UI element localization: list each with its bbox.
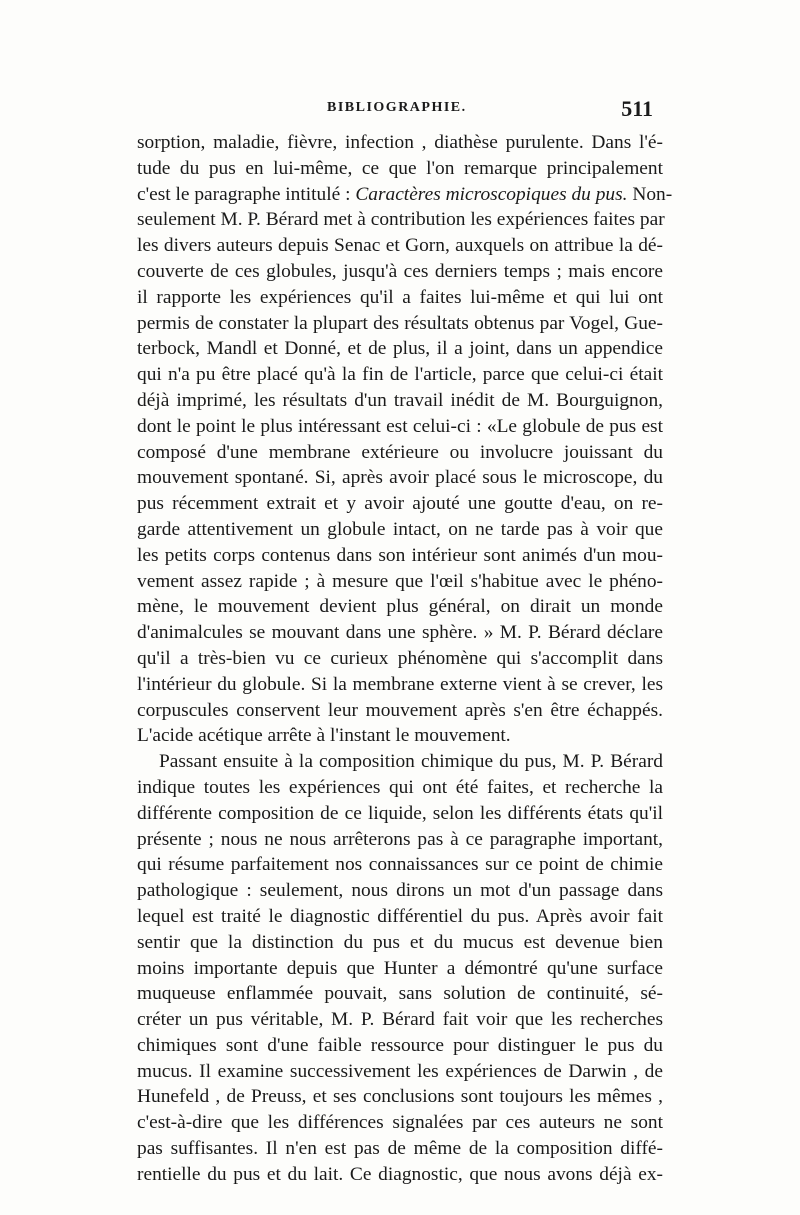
text-line: rentielle du pus et du lait. Ce diagnostic, que nous avons déjà ex- [137, 1163, 663, 1185]
body-text [137, 130, 673, 1188]
text-line: vement assez rapide ; à mesure que l'œil s'habitue avec le phéno- [137, 570, 663, 592]
text-line: pas suffisantes. Il n'en est pas de même de la composition diffé- [137, 1138, 663, 1160]
text-line: terbock, Mandl et Donné, et de plus, il a joint, dans un appendice [137, 338, 663, 360]
text-line: c'est-à-dire que les différences signalées par ces auteurs ne sont [137, 1112, 663, 1134]
text-line: l'intérieur du globule. Si la membrane externe vient à se crever, les [137, 673, 663, 695]
text-line: tude du pus en lui-même, ce que l'on remarque principalement [137, 157, 663, 179]
text-line: créter un pus véritable, M. P. Bérard fait voir que les recherches [137, 1009, 663, 1031]
text-line: qu'il a très-bien vu ce curieux phénomène qui s'accomplit dans [137, 647, 663, 669]
text-line: indique toutes les expériences qui ont été faites, et recherche la [137, 776, 663, 798]
text-line: dont le point le plus intéressant est celui-ci : «Le globule de pus est [137, 415, 663, 437]
text-line: seulement M. P. Bérard met à contribution les expériences faites par [137, 209, 665, 231]
text-segment: c'est le paragraphe intitulé : [137, 183, 356, 205]
text-line: corpuscules conservent leur mouvement après s'en être échappés. [137, 699, 663, 721]
running-head-title: BIBLIOGRAPHIE. [327, 100, 467, 115]
text-line: composé d'une membrane extérieure ou involucre jouissant du [137, 441, 663, 463]
text-line: lequel est traité le diagnostic différentiel du pus. Après avoir fait [137, 905, 663, 927]
text-line-with-italic-title [137, 182, 673, 208]
text-line: présente ; nous ne nous arrêterons pas à ce paragraphe important, [137, 828, 663, 850]
text-line: sorption, maladie, fièvre, infection , diathèse purulente. Dans l'é- [137, 132, 663, 153]
text-line: d'animalcules se mouvant dans une sphère. » M. P. Bérard déclare [137, 622, 663, 644]
text-line: différente composition de ce liquide, selon les différents états qu'il [137, 802, 663, 824]
italic-section-title: Caractères microscopiques du pus. [355, 183, 628, 205]
text-segment: Non- [627, 183, 673, 205]
text-line: garde attentivement un globule intact, on ne tarde pas à voir que [137, 518, 663, 540]
text-line: Passant ensuite à la composition chimique du pus, M. P. Bérard [159, 751, 663, 773]
page-number: 511 [621, 96, 653, 121]
text-line: déjà imprimé, les résultats d'un travail inédit de M. Bourguignon, [137, 389, 663, 411]
text-line: mouvement spontané. Si, après avoir placé sous le microscope, du [137, 467, 663, 489]
text-line: les petits corps contenus dans son intérieur sont animés d'un mou- [137, 544, 663, 566]
text-line: muqueuse enflammée pouvait, sans solution de continuité, sé- [137, 983, 663, 1005]
text-line: mène, le mouvement devient plus général, on dirait un monde [137, 596, 663, 618]
text-line: les divers auteurs depuis Senac et Gorn, auxquels on attribue la dé- [137, 235, 663, 257]
text-line: couverte de ces globules, jusqu'à ces derniers temps ; mais encore [137, 260, 663, 282]
text-line: L'acide acétique arrête à l'instant le mouvement. [137, 725, 511, 747]
text-line: permis de constater la plupart des résultats obtenus par Vogel, Gue- [137, 312, 663, 334]
text-line: qui résume parfaitement nos connaissances sur ce point de chimie [137, 854, 663, 876]
text-line: mucus. Il examine successivement les expériences de Darwin , de [137, 1060, 663, 1082]
text-line: qui n'a pu être placé qu'à la fin de l'article, parce que celui-ci était [137, 364, 663, 386]
running-head [137, 96, 653, 126]
text-line: Hunefeld , de Preuss, et ses conclusions sont toujours les mêmes , [137, 1086, 663, 1108]
text-line: sentir que la distinction du pus et du mucus est devenue bien [137, 931, 663, 953]
text-line: pus récemment extrait et y avoir ajouté une goutte d'eau, on re- [137, 493, 663, 515]
text-line: pathologique : seulement, nous dirons un mot d'un passage dans [137, 880, 663, 902]
text-line: chimiques sont d'une faible ressource pour distinguer le pus du [137, 1034, 663, 1056]
text-line: moins importante depuis que Hunter a démontré qu'une surface [137, 957, 663, 979]
text-line: il rapporte les expériences qu'il a faites lui-même et qui lui ont [137, 286, 663, 308]
